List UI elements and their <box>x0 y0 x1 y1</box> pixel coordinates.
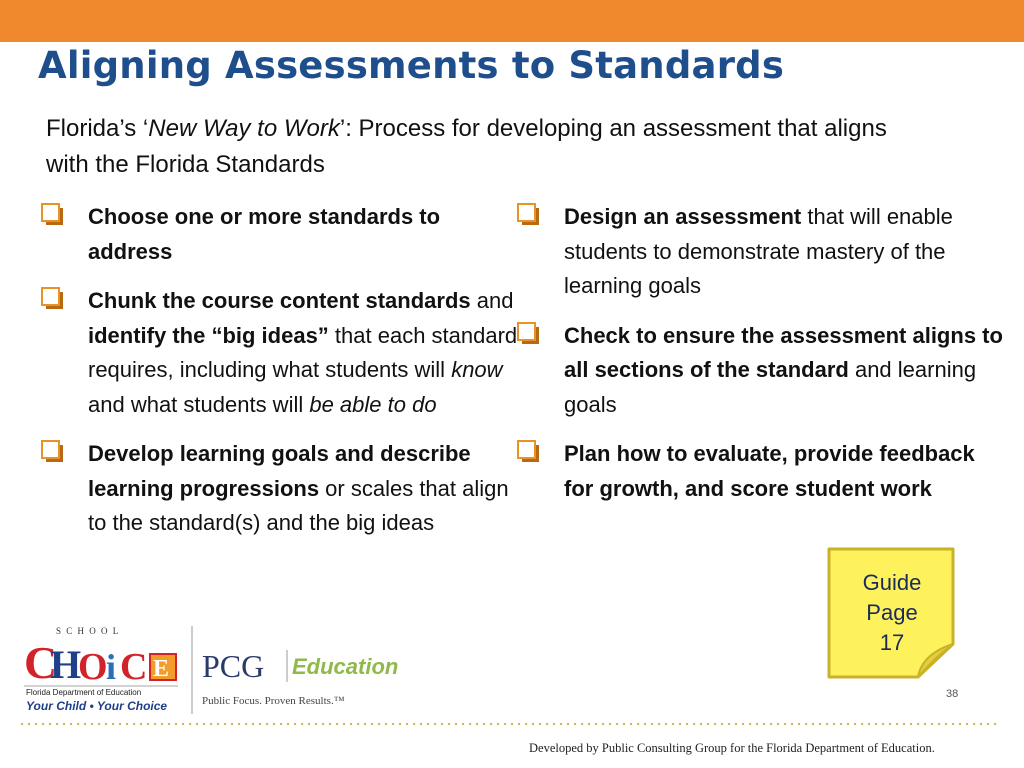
bullet-text-run: Check to ensure the assessment aligns to all sections of the standard <box>564 322 1003 382</box>
school-logo-top-text: S C H O O L <box>56 626 120 636</box>
bullet-text <box>564 319 1004 423</box>
bullet-text-run: Design an assessment <box>564 204 802 229</box>
bullet-text <box>88 200 518 269</box>
slide-subtitle <box>46 111 926 183</box>
school-logo-letter-c: C <box>24 637 58 688</box>
right-bullet-item <box>514 200 1004 304</box>
pcg-education-logo <box>202 648 398 707</box>
page-number: 38 <box>946 688 959 700</box>
right-bullet-item <box>514 319 1004 423</box>
dotted-divider <box>20 720 1000 728</box>
bullet-text-run: Develop learning goals and describe learning progressions <box>88 441 471 501</box>
bullet-text-run: know <box>451 357 503 382</box>
education-text: Education <box>292 654 399 679</box>
pcg-text: PCG <box>202 648 265 684</box>
bullet-text-run: and learning goals <box>564 357 977 417</box>
subtitle-suffix: ’: Process for developing an assessment that aligns with the Florida Standards <box>46 115 887 178</box>
bullet-text-run: Plan how to evaluate, provide feedback for growth, and score student work <box>564 441 975 501</box>
pcg-tagline: Public Focus. Proven Results.™ <box>202 695 345 707</box>
checkbox-bullet-icon <box>40 202 64 226</box>
sticky-line-page: Page <box>866 600 918 625</box>
sticky-line-guide: Guide <box>862 570 922 595</box>
school-logo-letter-i: i <box>106 647 117 687</box>
left-bullet-item <box>38 437 518 541</box>
bullet-text-run: that each standard requires, including what students will <box>88 322 518 382</box>
left-bullet-item <box>38 284 518 422</box>
right-bullet-item <box>514 437 1004 506</box>
school-logo-letter-o: O <box>78 646 108 688</box>
footer-credit: Developed by Public Consulting Group for the Florida Department of Education. <box>529 741 935 755</box>
left-bullet-column <box>38 200 518 556</box>
logo-area <box>22 622 422 718</box>
school-logo-letter-h: H <box>50 642 82 687</box>
subtitle-prefix: Florida’s ‘ <box>46 115 149 142</box>
sticky-note-text <box>826 568 958 658</box>
bullet-text-run: identify the “big ideas” <box>88 322 329 348</box>
checkbox-bullet-icon <box>516 439 540 463</box>
bullet-text-run: and <box>470 288 514 313</box>
checkbox-bullet-icon <box>40 439 64 463</box>
school-choice-tagline: Your Child • Your Choice <box>26 699 168 713</box>
bullet-text-run: or scales that align to the standard(s) and the big ideas <box>88 475 509 535</box>
left-bullet-item <box>38 200 518 269</box>
bullet-text-run: Chunk the course content standards <box>88 288 471 313</box>
bullet-text-run: and what students will <box>88 391 310 417</box>
bullet-text-run: that will enable students to demonstrate mastery of the learning goals <box>564 204 953 298</box>
fdoe-text: Florida Department of Education <box>26 688 142 697</box>
top-accent-bar <box>0 0 1024 42</box>
bullet-text <box>88 437 518 541</box>
right-bullet-column <box>514 200 1004 521</box>
bullet-text <box>88 284 518 422</box>
sticky-line-number: 17 <box>879 630 905 655</box>
bullet-text <box>564 437 1004 506</box>
subtitle-emphasis: New Way to Work <box>148 115 340 142</box>
checkbox-bullet-icon <box>516 321 540 345</box>
slide-title: Aligning Assessments to Standards <box>38 44 785 87</box>
bullet-text-run: be able to do <box>309 391 437 417</box>
bullet-text <box>564 200 1004 304</box>
bullet-text-run: Choose one or more standards to address <box>88 204 441 264</box>
school-choice-logo <box>24 626 178 713</box>
school-logo-letter-e: E <box>153 656 170 682</box>
school-logo-letter-c2: C <box>120 646 148 688</box>
checkbox-bullet-icon <box>40 286 64 310</box>
checkbox-bullet-icon <box>516 202 540 226</box>
